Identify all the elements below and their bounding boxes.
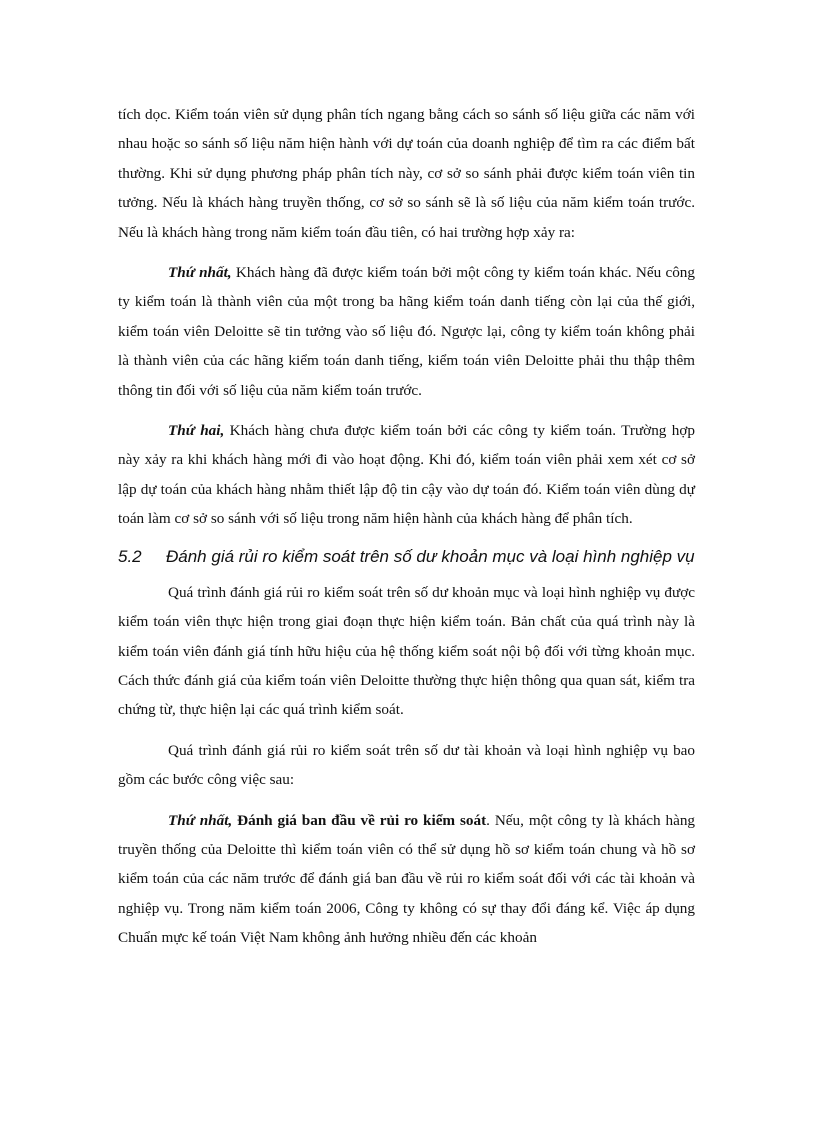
- section-heading: [118, 545, 695, 568]
- paragraph-4: Quá trình đánh giá rủi ro kiểm soát trên số dư khoản mục và loại hình nghiệp vụ được kiểm toán viên thực hiện trong giai đoạn thực hiện kiểm toán. Bản chất của quá trình này là kiểm toán viên đánh giá tính hữu hiệu của hệ thống kiểm soát nội bộ đối với từng khoản mục. Cách thức đánh giá của kiểm toán viên Deloitte thường thực hiện thông qua quan sát, kiểm tra chứng từ, thực hiện lại các quá trình kiểm soát.: [118, 583, 695, 719]
- document-page: [118, 100, 695, 964]
- paragraph-6: [118, 806, 695, 953]
- paragraph-3-lead: Thứ hai,: [168, 422, 225, 440]
- paragraph-2-text: Khách hàng đã được kiểm toán bởi một công ty kiểm toán khác. Nếu công ty kiểm toán là thành viên của một trong ba hãng kiểm toán danh tiếng còn lại của thế giới, kiểm toán viên Deloitte sẽ tin tưởng vào số liệu đó. Ngược lại, công ty kiểm toán không phải là thành viên của các hãng kiểm toán danh tiếng, kiểm toán viên Deloitte phải thu thập thêm thông tin đối với số liệu của năm kiểm toán trước.: [118, 264, 695, 399]
- section-title: Đánh giá rủi ro kiểm soát trên số dư khoản mục và loại hình nghiệp vụ: [166, 546, 695, 566]
- paragraph-2-lead: Thứ nhất,: [168, 264, 232, 282]
- paragraph-6-text: . Nếu, một công ty là khách hàng truyền thống của Deloitte thì kiểm toán viên có thể sử dụng hồ sơ kiểm toán chung và hồ sơ kiểm toán của các năm trước để đánh giá ban đầu về rủi ro kiểm soát đối với các tài khoản và nghiệp vụ. Trong năm kiểm toán 2006, Công ty không có sự thay đổi đáng kể. Việc áp dụng Chuẩn mực kế toán Việt Nam không ảnh hưởng nhiều đến các khoản: [118, 811, 696, 947]
- paragraph-3-text: Khách hàng chưa được kiểm toán bởi các công ty kiểm toán. Trường hợp này xảy ra khi khách hàng mới đi vào hoạt động. Khi đó, kiểm toán viên phải xem xét cơ sở lập dự toán của khách hàng nhằm thiết lập độ tin cậy vào dự toán đó. Kiểm toán viên dùng dự toán làm cơ sở so sánh với số liệu trong năm hiện hành của khách hàng để phân tích.: [118, 422, 695, 528]
- paragraph-6-bold: Đánh giá ban đầu về rủi ro kiểm soát: [232, 811, 487, 829]
- paragraph-1: tích dọc. Kiểm toán viên sử dụng phân tích ngang bằng cách so sánh số liệu giữa các năm với nhau hoặc so sánh số liệu năm hiện hành với dự toán của doanh nghiệp để tìm ra các điểm bất thường. Khi sử dụng phương pháp phân tích này, cơ sở so sánh phải được kiểm toán viên tin tưởng. Nếu là khách hàng truyền thống, cơ sở so sánh sẽ là số liệu của năm kiểm toán trước. Nếu là khách hàng trong năm kiểm toán đầu tiên, có hai trường hợp xảy ra:: [118, 106, 695, 241]
- paragraph-6-lead: Thứ nhất,: [168, 811, 233, 829]
- paragraph-5: Quá trình đánh giá rủi ro kiểm soát trên số dư tài khoản và loại hình nghiệp vụ bao gồm các bước công việc sau:: [118, 741, 695, 789]
- paragraph-2: [118, 258, 695, 405]
- section-number: 5.2: [118, 546, 142, 566]
- paragraph-3: [118, 416, 695, 534]
